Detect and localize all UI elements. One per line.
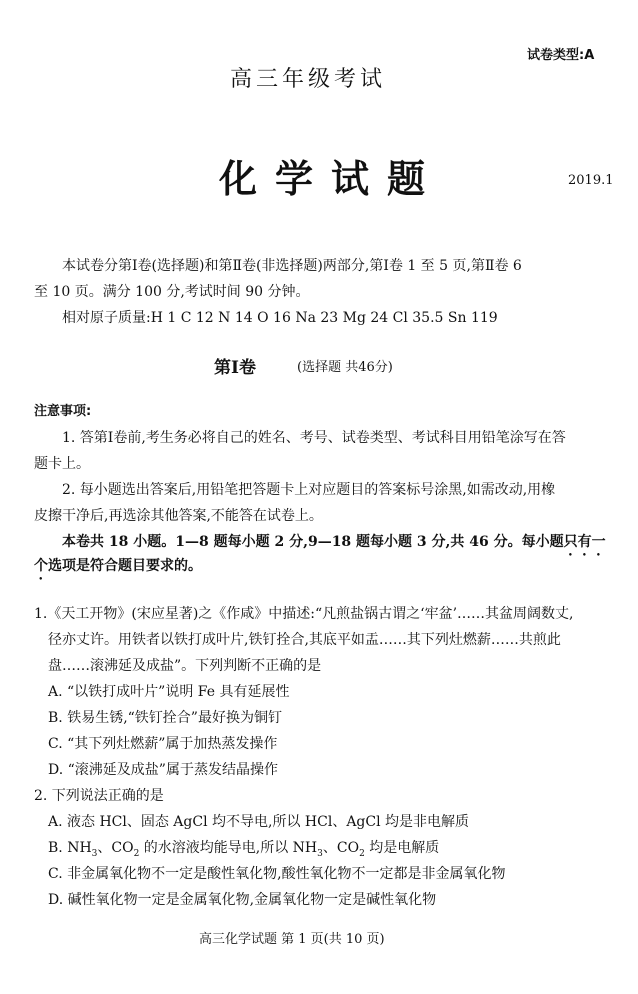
q2-b-sub-4: 2 — [359, 848, 365, 859]
q1-option-d: D. “滚沸延及成盐”属于蒸发结晶操作 — [48, 762, 278, 778]
q2-stem: 2. 下列说法正确的是 — [34, 788, 164, 804]
scoring-text-a: 本卷共 18 小题。1—8 题每小题 2 分,9—18 题每小题 3 分,共 46 分。每小题 — [62, 534, 564, 550]
scoring-text-b: 选项是符合题目要求的。 — [48, 558, 202, 574]
scoring-emphasis-2: 个 — [34, 558, 48, 574]
page-footer: 高三化学试题 第 1 页(共 10 页) — [199, 932, 385, 947]
paper-type: 试卷类型:A — [527, 48, 595, 63]
q2-b-part-3: 的水溶液均能导电,所以 NH — [139, 840, 318, 856]
atomic-mass-line: 相对原子质量:H 1 C 12 N 14 O 16 Na 23 Mg 24 Cl 35.5 Sn 119 — [62, 310, 498, 326]
notes-item-2-line-2: 皮擦干净后,再选涂其他答案,不能答在试卷上。 — [34, 508, 323, 524]
intro-line-1: 本试卷分第Ⅰ卷(选择题)和第Ⅱ卷(非选择题)两部分,第Ⅰ卷 1 至 5 页,第Ⅱ卷 6 — [62, 258, 522, 274]
q2-option-b — [48, 838, 439, 858]
scoring-line-2 — [34, 556, 202, 583]
q2-b-sub-2: 2 — [133, 848, 140, 859]
q2-b-part-2: 、CO — [97, 840, 134, 856]
q2-b-part-1: B. NH — [48, 840, 92, 856]
q1-stem-line-2: 径亦丈许。用铁者以铁打成叶片,铁钉拴合,其底平如盂……其下列灶燃薪……共煎此 — [48, 632, 561, 648]
q1-option-c: C. “其下列灶燃薪”属于加热蒸发操作 — [48, 736, 278, 752]
q2-option-a: A. 液态 HCl、固态 AgCl 均不导电,所以 HCl、AgCl 均是非电解质 — [48, 814, 470, 830]
notes-item-1-line-1: 1. 答第Ⅰ卷前,考生务必将自己的姓名、考号、试卷类型、考试科目用铅笔涂写在答 — [62, 430, 566, 446]
scoring-emphasis-1: 只有一 — [563, 534, 606, 550]
q2-b-sub-3: 3 — [317, 848, 323, 859]
q2-b-part-4: 、CO — [322, 840, 360, 856]
notes-item-1-line-2: 题卡上。 — [34, 456, 90, 472]
q1-stem-line-3: 盘……滚沸延及成盐”。下列判断不正确的是 — [48, 658, 322, 674]
q1-stem-line-1: 1.《天工开物》(宋应星著)之《作咸》中描述:“凡煎盐锅古谓之‘牢盆’……其盆周阔数丈, — [34, 606, 574, 622]
q1-option-a: A. “以铁打成叶片”说明 Fe 具有延展性 — [48, 684, 290, 700]
q2-b-part-5: 均是电解质 — [364, 840, 440, 856]
section-subtitle: (选择题 共46分) — [297, 360, 393, 375]
scoring-line-1 — [62, 532, 606, 559]
exam-date: 2019.1 — [568, 173, 614, 188]
exam-header: 高三年级考试 — [230, 67, 387, 92]
subject-title: 化学试题 — [219, 156, 444, 201]
notes-heading: 注意事项: — [34, 404, 92, 419]
intro-line-2: 至 10 页。满分 100 分,考试时间 90 分钟。 — [34, 284, 310, 300]
q2-b-sub-1: 3 — [91, 848, 98, 859]
q2-option-d: D. 碱性氧化物一定是金属氧化物,金属氧化物一定是碱性氧化物 — [48, 892, 437, 908]
q1-option-b: B. 铁易生锈,“铁钉拴合”最好换为铜钉 — [48, 710, 282, 726]
notes-item-2-line-1: 2. 每小题选出答案后,用铅笔把答题卡上对应题目的答案标号涂黑,如需改动,用橡 — [62, 482, 556, 498]
section-title: 第Ⅰ卷 — [214, 358, 256, 378]
q2-option-c: C. 非金属氧化物不一定是酸性氧化物,酸性氧化物不一定都是非金属氧化物 — [48, 866, 506, 882]
